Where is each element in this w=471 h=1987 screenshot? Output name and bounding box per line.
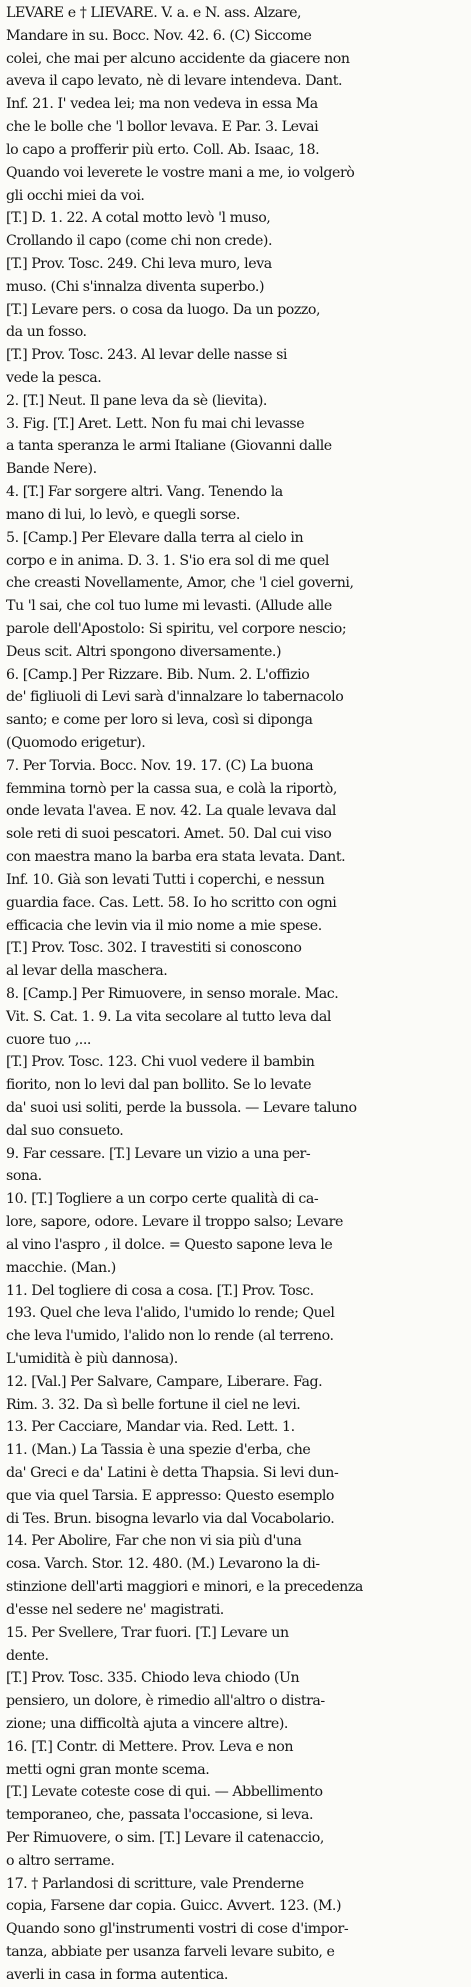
text-line: 14. Per Abolire, Far che non vi sia più d'una [6,1533,302,1550]
text-line: [T.] Prov. Tosc. 249. Chi leva muro, leva [6,255,272,272]
text-line: 17. † Parlandosi di scritture, vale Prenderne [6,1875,304,1892]
text-line: 7. Per Torvia. Bocc. Nov. 19. 17. (C) La buona [6,757,314,774]
text-line: copia, Farsene dar copia. Guicc. Avvert. 123. (M.) [6,1898,342,1915]
text-line: da' Greci e da' Latini è detta Thapsia. Si levi dun- [6,1465,339,1481]
text-line: di Tes. Brun. bisogna levarlo via dal Vocabolario. [6,1510,335,1527]
text-line: guardia face. Cas. Lett. 58. Io ho scritto con ogni [6,894,337,911]
text-line: dal suo consueto. [6,1122,124,1139]
text-line: 8. [Camp.] Per Rimuovere, in senso morale. Mac. [6,985,339,1002]
text-line: [T.] Prov. Tosc. 123. Chi vuol vedere il bambin [6,1054,315,1071]
text-line: Inf. 10. Già son levati Tutti i coperchi, e nessun [6,871,325,888]
text-line: sole reti di suoi pescatori. Amet. 50. Dal cui viso [6,826,332,843]
text-line: cosa. Varch. Stor. 12. 480. (M.) Levarono la di- [6,1556,320,1573]
text-line: dente. [6,1647,49,1664]
text-line: zione; una difficoltà ajuta a vincere altre). [6,1715,288,1732]
text-line: con maestra mano la barba era stata levata. Dant. [6,849,346,866]
text-line: [T.] Levare pers. o cosa da luogo. Da un pozzo, [6,301,321,318]
text-line: 3. Fig. [T.] Aret. Lett. Non fu mai chi levasse [6,415,305,432]
text-line: da un fosso. [6,324,87,341]
text-line: temporaneo, che, passata l'occasione, si leva. [6,1807,314,1824]
text-line: al vino l'aspro , il dolce. = Questo sapone leva le [6,1236,333,1253]
text-line: colei, che mai per alcuno accidente da giacere non [6,50,350,67]
text-line: Quando voi leverete le vostre mani a me, io volgerò [6,164,355,181]
text-line: a tanta speranza le armi Italiane (Giovanni dalle [6,438,332,455]
text-line: macchie. (Man.) [6,1259,116,1276]
text-line: [T.] Prov. Tosc. 302. I travestiti si conoscono [6,940,302,957]
text-line: tanza, abbiate per usanza farveli levare subito, e [6,1944,335,1961]
text-line: onde levata l'avea. E nov. 42. La quale levava dal [6,803,336,820]
text-line: Tu 'l sai, che col tuo lume mi levasti. (Allude alle [6,598,332,615]
text-line: 12. [Val.] Per Salvare, Campare, Liberare. Fag. [6,1373,323,1390]
text-line: metti ogni gran monte scema. [6,1761,210,1778]
text-line: corpo e in anima. D. 3. 1. S'io era sol di me quel [6,552,329,569]
text-line: efficacia che levin via il mio nome a mie spese. [6,917,322,934]
text-line: 2. [T.] Neut. Il pane leva da sè (lievita). [6,392,267,409]
text-line: 193. Quel che leva l'alido, l'umido lo rende; Quel [6,1305,335,1322]
text-line: lore, sapore, odore. Levare il troppo salso; Levare [6,1214,343,1231]
text-line: santo; e come per loro si leva, così si diponga [6,712,313,729]
text-line: vede la pesca. [6,370,102,386]
text-line: che creasti Novellamente, Amor, che 'l ciel governi, [6,575,354,592]
text-line: sona. [6,1168,42,1185]
text-line: [T.] Prov. Tosc. 243. Al levar delle nasse si [6,347,288,364]
text-line: [T.] D. 1. 22. A cotal motto levò 'l muso, [6,210,271,227]
text-line: 6. [Camp.] Per Rizzare. Bib. Num. 2. L'offizio [6,666,310,683]
text-line: 16. [T.] Contr. di Mettere. Prov. Leva e non [6,1738,294,1755]
text-line: averli in casa in forma autentica. [6,1966,228,1983]
text-line: 5. [Camp.] Per Elevare dalla terra al cielo in [6,529,304,546]
text-line: 9. Far cessare. [T.] Levare un vizio a una per- [6,1145,311,1162]
text-line: parole dell'Apostolo: Si spiritu, vel corpore nescio; [6,620,347,637]
text-line: 10. [T.] Togliere a un corpo certe qualità di ca- [6,1191,319,1208]
text-line: (Quomodo erigetur). [6,735,146,751]
text-line: Rim. 3. 32. Da sì belle fortune il ciel ne levi. [6,1396,301,1413]
text-line: que via quel Tarsia. E appresso: Questo esemplo [6,1487,335,1504]
text-line: [T.] Levate coteste cose di qui. — Abbellimento [6,1784,323,1801]
text-line: de' figliuoli di Levi sarà d'innalzare lo tabernacolo [6,689,344,706]
text-line: al levar della maschera. [6,963,168,980]
text-line: 13. Per Cacciare, Mandar via. Red. Lett. 1. [6,1419,295,1436]
text-line: L'umidità è più dannosa). [6,1350,178,1367]
text-line: cuore tuo ,... [6,1031,91,1048]
text-line: 11. (Man.) La Tassia è una spezie d'erba, che [6,1442,311,1459]
text-line: pensiero, un dolore, è rimedio all'altro o distra- [6,1693,325,1710]
text-line: Inf. 21. I' vedea lei; ma non vedeva in essa Ma [6,96,318,113]
text-line: da' suoi usi soliti, perde la bussola. — Levare taluno [6,1100,357,1116]
text-line: muso. (Chi s'innalza diventa superbo.) [6,278,265,295]
text-line: Per Rimuovere, o sim. [T.] Levare il catenaccio, [6,1830,324,1846]
text-line: [T.] Prov. Tosc. 335. Chiodo leva chiodo (Un [6,1670,300,1687]
text-line: femmina tornò per la cassa sua, e colà la riportò, [6,780,337,797]
text-line: d'esse nel sedere ne' magistrati. [6,1601,224,1618]
text-line: Bande Nere). [6,461,97,478]
text-line: Deus scit. Altri spongono diversamente.) [6,643,282,660]
text-line: 11. Del togliere di cosa a cosa. [T.] Prov. Tosc. [6,1282,314,1299]
text-line: 4. [T.] Far sorgere altri. Vang. Tenendo la [6,484,283,501]
text-line: Mandare in su. Bocc. Nov. 42. 6. (C) Siccome [6,27,312,44]
text-line: che le bolle che 'l bollor levava. E Par. 3. Levai [6,119,319,136]
text-line: o altro serrame. [6,1852,115,1869]
text-line: Quando sono gl'instrumenti vostri di cose d'impor- [6,1921,349,1938]
text-line: Crollando il capo (come chi non crede). [6,233,273,250]
text-line: Vit. S. Cat. 1. 9. La vita secolare al tutto leva dal [6,1008,332,1025]
text-line: fiorito, non lo levi dal pan bollito. Se lo levate [6,1077,312,1094]
text-line: lo capo a profferir più erto. Coll. Ab. Isaac, 18. [6,141,320,158]
text-line: che leva l'umido, l'alido non lo rende (al terreno. [6,1328,334,1345]
text-line: stinzione dell'arti maggiori e minori, e la precedenza [6,1579,363,1596]
text-line: LEVARE e † LIEVARE. V. a. e N. ass. Alzare, [6,5,302,21]
text-line: aveva il capo levato, nè di levare intendeva. Dant. [6,73,343,90]
text-line: mano di lui, lo levò, e quegli sorse. [6,506,240,523]
text-line: 15. Per Svellere, Trar fuori. [T.] Levare un [6,1624,289,1641]
text-line: gli occhi miei da voi. [6,187,145,204]
